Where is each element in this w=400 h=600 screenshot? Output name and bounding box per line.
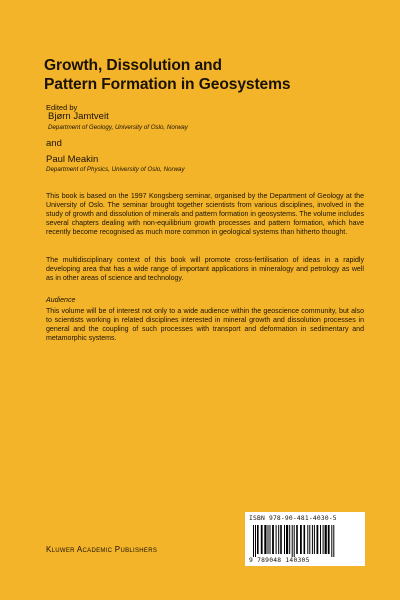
- editor-2-name: Paul Meakin: [46, 154, 99, 165]
- description-paragraph-2: The multidisciplinary context of this book will promote cross-fertilisation of ideas in a rapidly developing area that has a wide range of important applications in mineralogy and petrology as well as in other areas of science and technology.: [46, 257, 364, 283]
- title-line-1: Growth, Dissolution and: [44, 57, 222, 74]
- editor-1-name: Bjørn Jamtveit: [48, 111, 109, 122]
- title-line-2: Pattern Formation in Geosystems: [44, 76, 291, 93]
- edited-by-label: Edited by: [46, 103, 78, 112]
- barcode-bars: [253, 525, 357, 557]
- editor-2-affiliation: Department of Physics, University of Oslo, Norway: [46, 166, 185, 173]
- isbn-label: ISBN 978-90-481-4030-5: [249, 515, 337, 522]
- publisher-name: Kluwer Academic Publishers: [46, 545, 158, 554]
- barcode-number: 9 789048 140305: [249, 557, 310, 564]
- isbn-barcode: [245, 512, 365, 566]
- and-label: and: [46, 138, 62, 149]
- editor-1-affiliation: Department of Geology, University of Oslo, Norway: [48, 124, 188, 131]
- audience-text: This volume will be of interest not only to a wide audience within the geoscience community, but also to scientists working in related disciplines interested in mineral growth and dissolution processes in general and the coupling of such processes with transport and deformation in sedimentary and metamorphic systems.: [46, 308, 364, 343]
- audience-heading: Audience: [46, 297, 76, 304]
- book-title: [44, 56, 364, 94]
- description-paragraph-1: This book is based on the 1997 Kongsberg seminar, organised by the Department of Geology at the University of Oslo. The seminar brought together scientists from various disciplines, involved in the study of growth and dissolution of minerals and pattern formation in geosystems. The volume includes several chapters dealing with non-equilibrium growth processes and pattern formation, which have recently become recognised as much more common in geological systems than hitherto thought.: [46, 193, 364, 237]
